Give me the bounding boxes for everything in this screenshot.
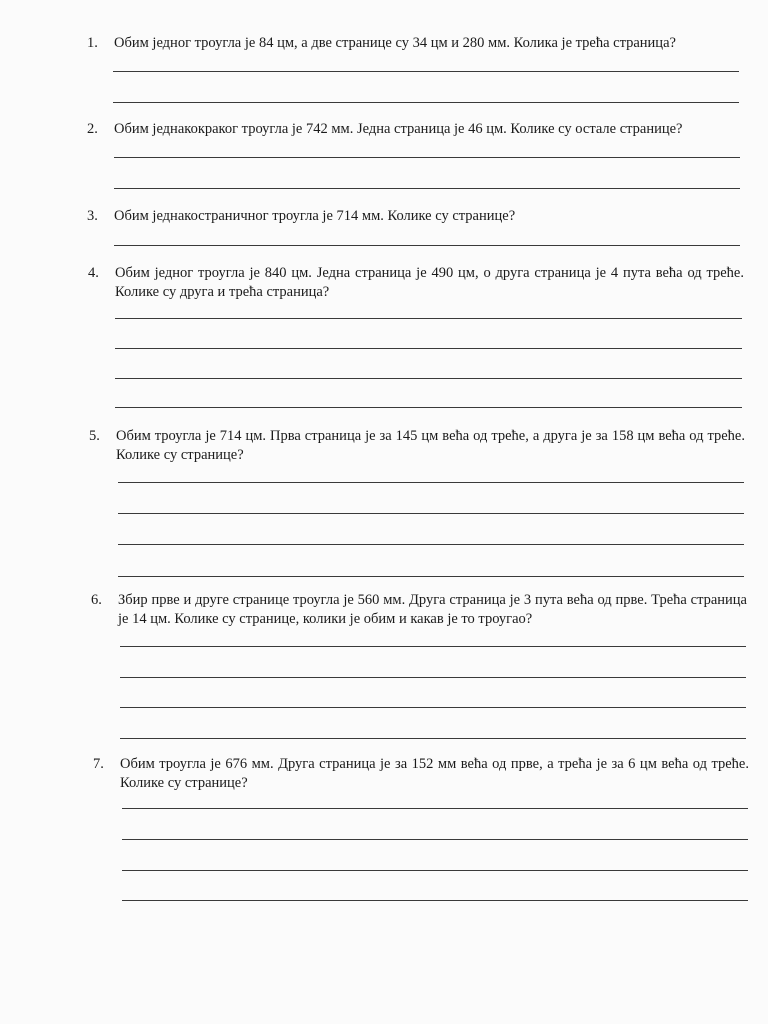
answer-line [115,348,742,349]
problem-number: 1. [87,35,98,51]
answer-line [120,707,746,708]
answer-line [122,808,748,809]
answer-line [114,245,740,246]
problem-number: 7. [93,756,104,772]
answer-line [114,157,740,158]
answer-line [120,677,746,678]
problem-number: 2. [87,121,98,137]
problem-text: Обим једнакокраког троугла је 742 мм. Једна страница је 46 цм. Колике су остале странице? [114,121,683,137]
answer-line [115,318,742,319]
problem-text: Збир прве и друге странице троугла је 560 мм. Друга страница је 3 пута већа од прве. Трећа страница је 14 цм. Колике су странице, колики је обим и какав је то троугао? [118,592,747,627]
problem-text: Обим једнакостраничног троугла је 714 мм. Колике су странице? [114,208,516,224]
answer-line [113,71,739,72]
problem-number: 3. [87,208,98,224]
answer-line [118,513,744,514]
answer-line [115,407,742,408]
problem-number: 6. [91,592,102,608]
answer-line [122,839,748,840]
problem-text: Обим једног троугла је 84 цм, а две странице су 34 цм и 280 мм. Колика је трећа страница? [114,35,676,51]
answer-line [122,900,748,901]
answer-line [122,870,748,871]
answer-line [113,102,739,103]
answer-line [118,544,744,545]
answer-line [114,188,740,189]
answer-line [118,482,744,483]
problem-text: Обим једног троугла је 840 цм. Једна страница је 490 цм, о друга страница је 4 пута већа од треће. Колике су друга и трећа страница? [115,265,744,300]
answer-line [120,738,746,739]
problem-text: Обим троугла је 676 мм. Друга страница је за 152 мм већа од прве, а трећа је за 6 цм већа од треће. Колике су странице? [120,756,749,791]
answer-line [120,646,746,647]
problem-text: Обим троугла је 714 цм. Прва страница је за 145 цм већа од треће, а друга је за 158 цм већа од треће. Колике су странице? [116,428,745,463]
problem-number: 5. [89,428,100,444]
answer-line [118,576,744,577]
problem-number: 4. [88,265,99,281]
answer-line [115,378,742,379]
